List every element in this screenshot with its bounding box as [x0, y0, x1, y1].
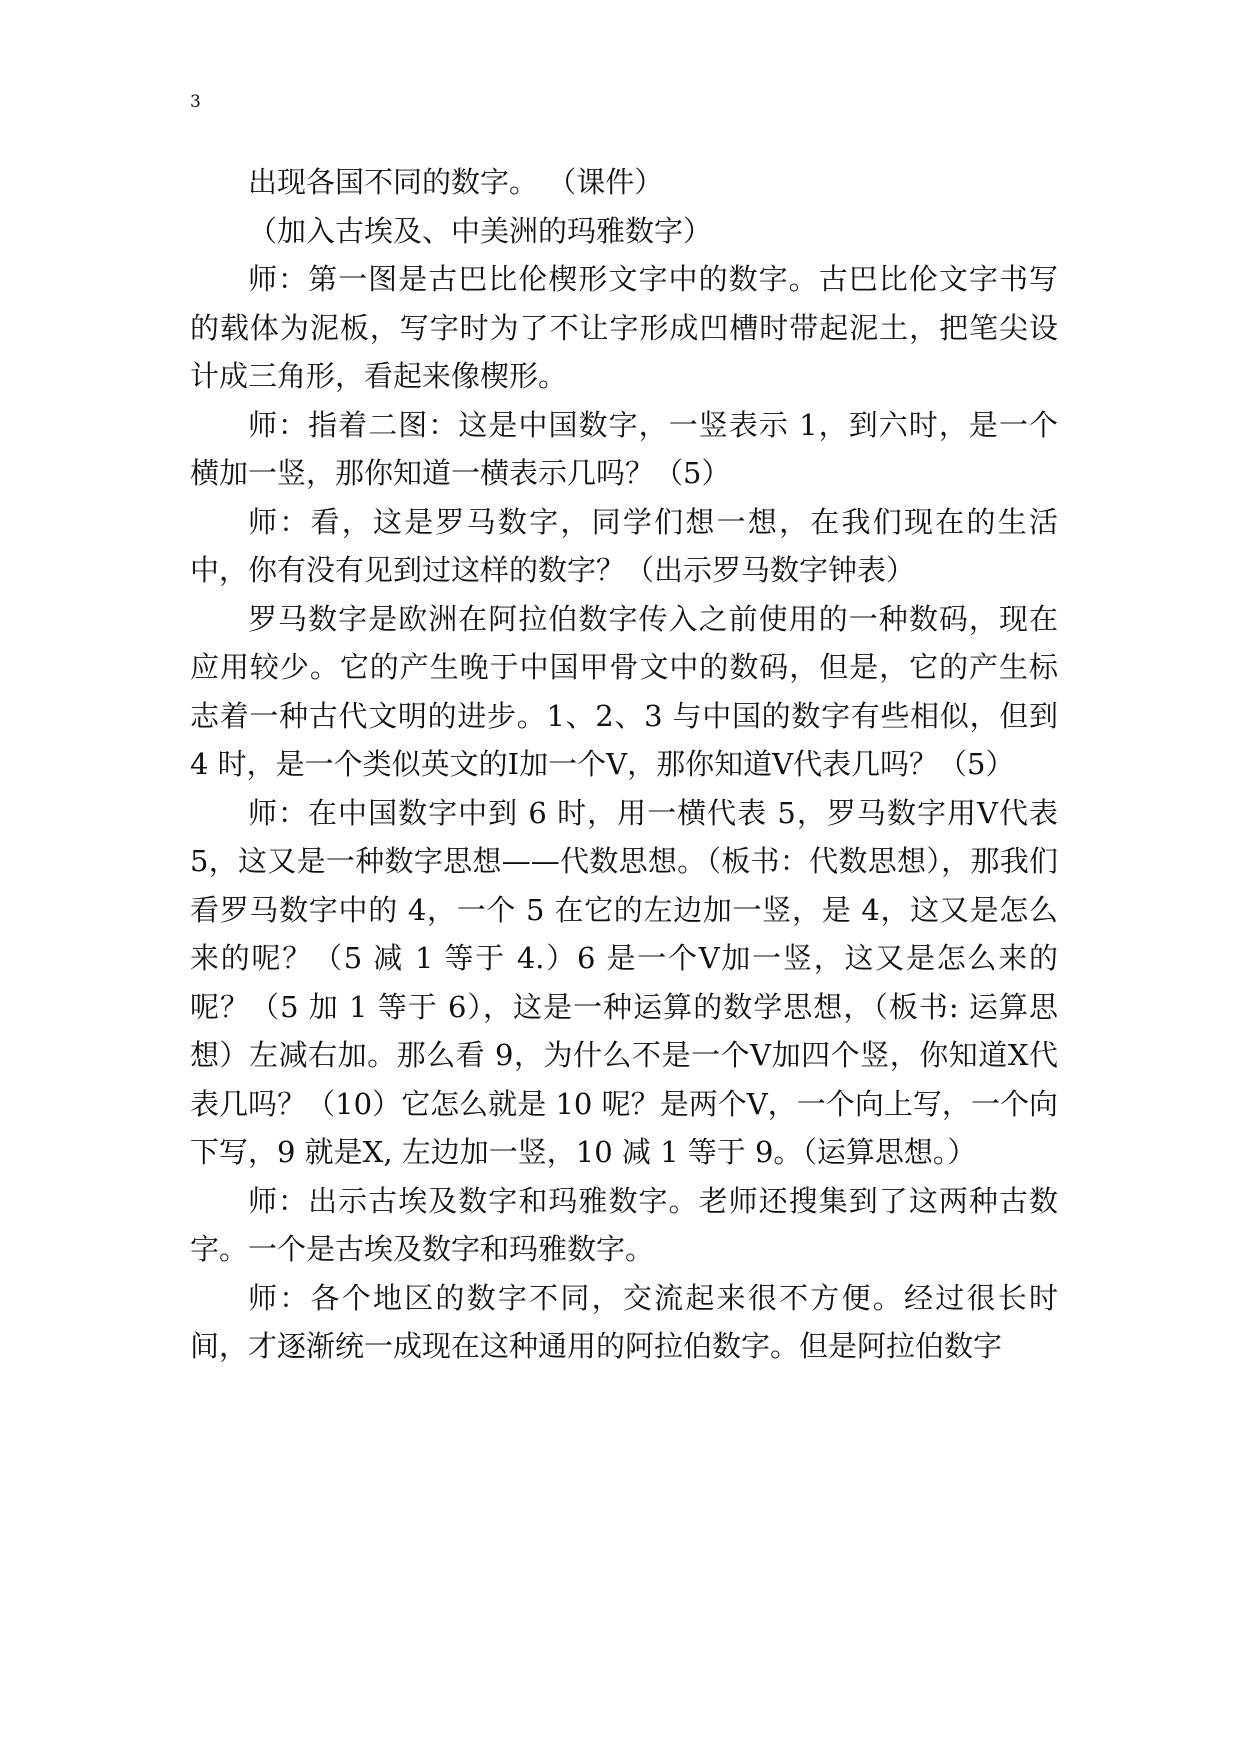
paragraph: （加入古埃及、中美洲的玛雅数字） — [248, 213, 713, 248]
paragraph: 罗马数字是欧洲在阿拉伯数字传入之前使用的一种数码，现在应用较少。它的产生晚于中国甲骨文中的数码，但是，它的产生标志着一种古代文明的进步。1、2、3 与中国的数字有些相似，但到 4 时，是一个类似英文的Ⅰ加一个Ⅴ，那你知道Ⅴ代表几吗？（5） — [190, 601, 1058, 781]
paragraph: 师：各个地区的数字不同，交流起来很不方便。经过很长时间，才逐渐统一成现在这种通用的阿拉伯数字。但是阿拉伯数字 — [190, 1280, 1058, 1363]
paragraph: 师：出示古埃及数字和玛雅数字。老师还搜集到了这两种古数字。一个是古埃及数字和玛雅数字。 — [190, 1183, 1058, 1266]
paragraph: 师：第一图是古巴比伦楔形文字中的数字。古巴比伦文字书写的载体为泥板，写字时为了不让字形成凹槽时带起泥土，把笔尖设计成三角形，看起来像楔形。 — [190, 262, 1058, 393]
document-body — [190, 158, 1058, 1371]
paragraph: 师：指着二图：这是中国数字，一竖表示 1，到六时，是一个横加一竖，那你知道一横表示几吗？（5） — [190, 407, 1058, 490]
page-number: 3 — [190, 92, 201, 112]
paragraph: 出现各国不同的数字。 （课件） — [248, 165, 664, 199]
paragraph: 师：看，这是罗马数字，同学们想一想，在我们现在的生活中，你有没有见到过这样的数字？（出示罗马数字钟表） — [190, 504, 1058, 587]
paragraph: 师：在中国数字中到 6 时，用一横代表 5，罗马数字用Ⅴ代表 5，这又是一种数字思想——代数思想。（板书：代数思想），那我们看罗马数字中的 4，一个 5 在它的左边加一竖，是 4，这又是怎么来的呢？（5 减 1 等于 4.）6 是一个Ⅴ加一竖，这又是怎么来的呢？（5 加 1 等于 6），这是一种运算的数学思想，（板书: 运算思想）左减右加。那么看 9，为什么不是一个Ⅴ加四个竖，你知道Ⅹ代表几吗？（10）它怎么就是 10 呢？是两个Ⅴ，一个向上写，一个向下写，9 就是Ⅹ, 左边加一竖，10 减 1 等于 9。（运算思想。） — [190, 795, 1058, 1169]
